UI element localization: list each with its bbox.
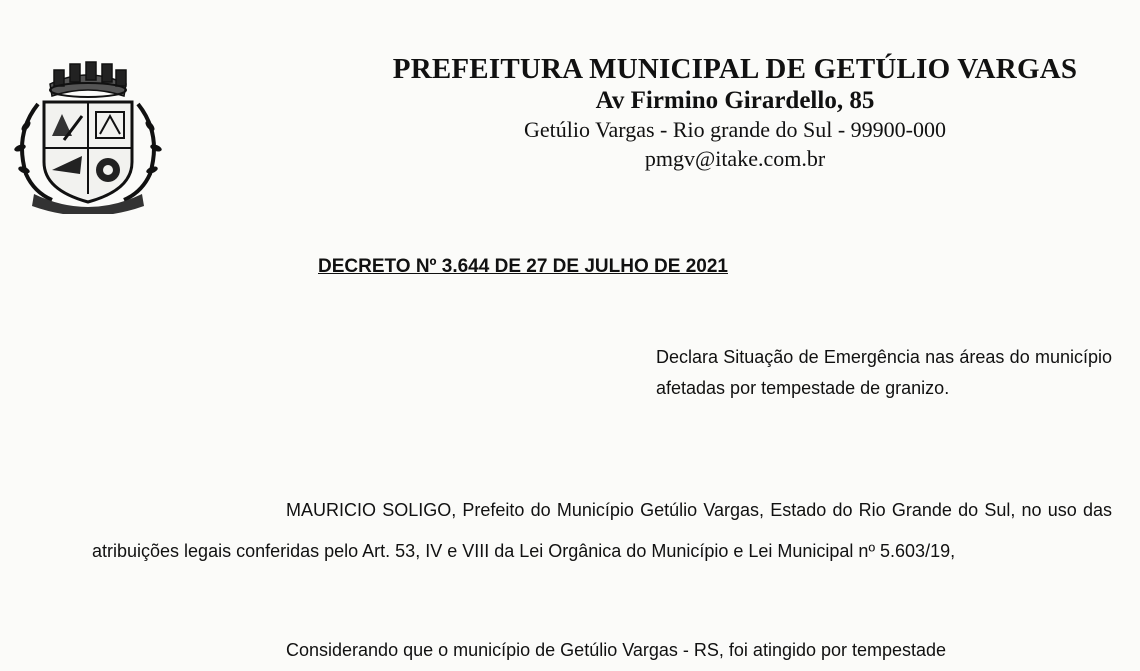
- municipal-coat-of-arms-icon: [4, 44, 172, 214]
- paragraph-preamble: MAURICIO SOLIGO, Prefeito do Município Getúlio Vargas, Estado do Rio Grande do Sul, no uso das atribuições legais conferidas pelo Art. 53, IV e VIII da Lei Orgânica do Município e Lei Municipal nº 5.603/19,: [92, 500, 1112, 561]
- institution-address: Av Firmino Girardello, 85: [595, 87, 875, 114]
- institution-name: PREFEITURA MUNICIPAL DE GETÚLIO VARGAS: [392, 53, 1078, 85]
- paragraph-considering: Considerando que o município de Getúlio Vargas - RS, foi atingido por tempestade: [286, 640, 947, 660]
- institution-city-line: Getúlio Vargas - Rio grande do Sul - 99900-000: [523, 117, 947, 142]
- decree-title: DECRETO Nº 3.644 DE 27 DE JULHO DE 2021: [318, 256, 728, 277]
- decree-summary: Declara Situação de Emergência nas áreas do município afetadas por tempestade de granizo.: [656, 347, 1112, 398]
- letterhead: [330, 52, 1140, 174]
- institution-email: pmgv@itake.com.br: [644, 146, 826, 171]
